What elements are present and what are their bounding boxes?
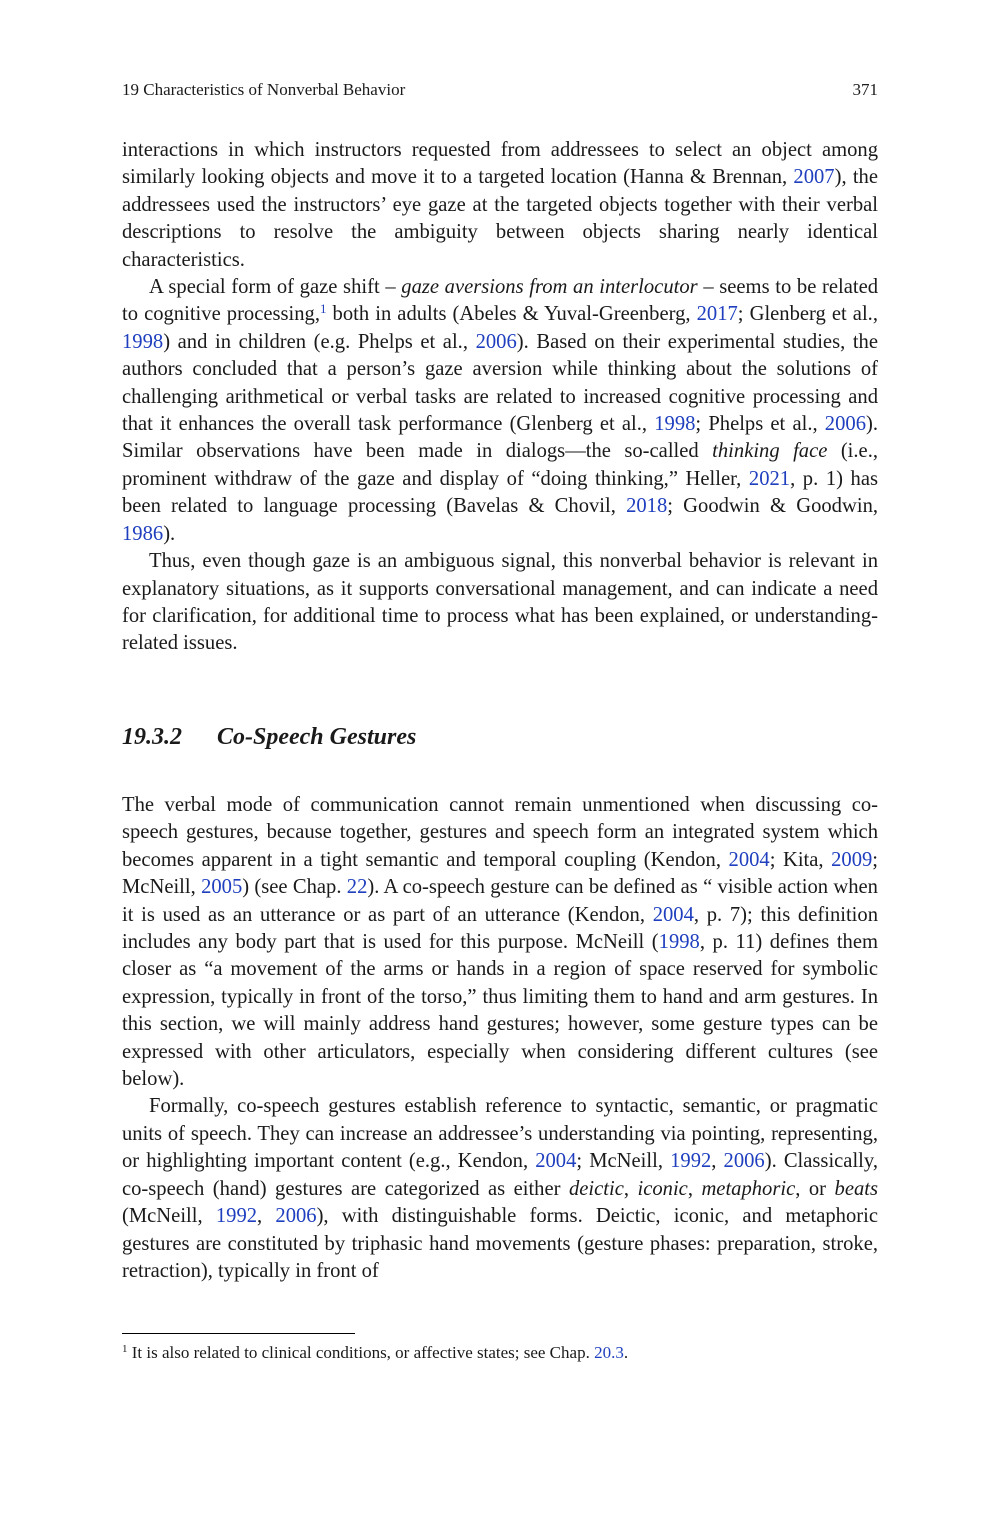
footnote: $^1$ It is also related to clinical conditions, or affective states; see Chap. 20.3. bbox=[122, 1343, 629, 1362]
chapter-link[interactable]: 22 bbox=[346, 876, 368, 899]
paragraph-5: Formally, co-speech gestures establish reference to syntactic, semantic, or pragmatic units of speech. They can increase an addressee’s understanding via pointing, representing, or highlighting important content (e.g., Kendon, 2004; McNeill, 1992, 2006). Classically, co-speech (hand) gestures are categorized as either deictic, iconic, metaphoric, or beats (McNeill, 1992, 2006), with distinguishable forms. Deictic, iconic, and metaphoric gestures are constituted by triphasic hand movements (gesture phases: preparation, stroke, retraction), typically in front of bbox=[122, 1095, 879, 1282]
running-head bbox=[122, 80, 878, 100]
chapter-link[interactable]: 20.3 bbox=[594, 1343, 624, 1362]
citation-link[interactable]: 2004 bbox=[652, 903, 694, 926]
section-number: 19.3.2 bbox=[122, 724, 182, 750]
citation-link[interactable]: 2006 bbox=[824, 413, 866, 436]
paragraph-4: The verbal mode of communication cannot remain unmentioned when discussing co-speech gestures, because together, gestures and speech form an integrated system which becomes apparent in a tight semantic and temporal coupling (Kendon, 2004; Kita, 2009; McNeill, 2005) (see Chap. 22). A co-speech gesture can be defined as “ visible action when it is used as an utterance or as part of an utterance (Kendon, 2004, p. 7); this definition includes any body part that is used for this purpose. McNeill (1998, p. 11) defines them closer as “a movement of the arms or hands in a region of space reserved for symbolic expression, typically in front of the torso,” thus limiting them to hand and arm gestures. In this section, we will mainly address hand gestures; however, some gesture types can be expressed with other articulators, especially when considering different cultures (see below). bbox=[122, 794, 879, 1091]
citation-link[interactable]: 2007 bbox=[793, 166, 835, 189]
citation-link[interactable]: 1992 bbox=[215, 1205, 258, 1228]
citation-link[interactable]: 2009 bbox=[831, 848, 873, 871]
citation-link[interactable]: 2004 bbox=[535, 1150, 577, 1173]
footnote-marker: 1 bbox=[122, 1343, 128, 1355]
footnote-link[interactable]: 1 bbox=[320, 301, 327, 317]
citation-link[interactable]: 1998 bbox=[122, 330, 164, 353]
citation-link[interactable]: 1986 bbox=[122, 522, 164, 545]
citation-link[interactable]: 1998 bbox=[658, 931, 700, 954]
body-text-top bbox=[122, 137, 878, 658]
citation-link[interactable]: 2006 bbox=[275, 1205, 317, 1228]
body-text-bottom bbox=[122, 792, 878, 1285]
citation-link[interactable]: 1998 bbox=[654, 413, 696, 436]
citation-link[interactable]: 1992 bbox=[670, 1150, 712, 1173]
page-number: 371 bbox=[852, 80, 878, 99]
footnote-divider bbox=[122, 1333, 355, 1334]
citation-link[interactable]: 2017 bbox=[696, 303, 738, 326]
paragraph-3: Thus, even though gaze is an ambiguous signal, this nonverbal behavior is relevant in explanatory situations, as it supports conversational management, and can indicate a need for clarification, for additional time to process what has been explained, or understanding-related issues. bbox=[122, 550, 878, 655]
section-title: Co-Speech Gestures bbox=[217, 724, 417, 750]
citation-link[interactable]: 2005 bbox=[201, 876, 243, 899]
citation-link[interactable]: 2021 bbox=[748, 467, 791, 490]
citation-link[interactable]: 2004 bbox=[728, 848, 770, 871]
paragraph-2: A special form of gaze shift – gaze aversions from an interlocutor – seems to be related to cognitive processing,$^1$ both in adults (Abeles & Yuval-Greenberg, 2017; Glenberg et al., 1998) and in children (e.g. Phelps et al., 2006). Based on their experimental studies, the authors concluded that a person’s gaze aversion while thinking about the solutions of challenging arithmetical or verbal tasks are related to increased cognitive processing and that it enhances the overall task performance (Glenberg et al., 1998; Phelps et al., 2006). Similar observations have been made in dialogs—the so-called thinking face (i.e., prominent withdraw of the gaze and display of “doing thinking,” Heller, 2021, p. 1) has been related to language processing (Bavelas & Chovil, 2018; Goodwin & Goodwin, 1986). bbox=[122, 276, 879, 545]
citation-link[interactable]: 2006 bbox=[723, 1150, 765, 1173]
citation-link[interactable]: 2018 bbox=[626, 495, 668, 518]
chapter-title: 19 Characteristics of Nonverbal Behavior bbox=[122, 80, 406, 99]
section-heading bbox=[122, 724, 416, 751]
citation-link[interactable]: 2006 bbox=[475, 330, 517, 353]
paragraph-1: interactions in which instructors requested from addressees to select an object among similarly looking objects and move it to a targeted location (Hanna & Brennan, 2007), the addressees used the instructors’ eye gaze at the targeted objects together with their verbal descriptions to resolve the ambiguity between objects sharing nearly identical characteristics. bbox=[122, 139, 878, 271]
